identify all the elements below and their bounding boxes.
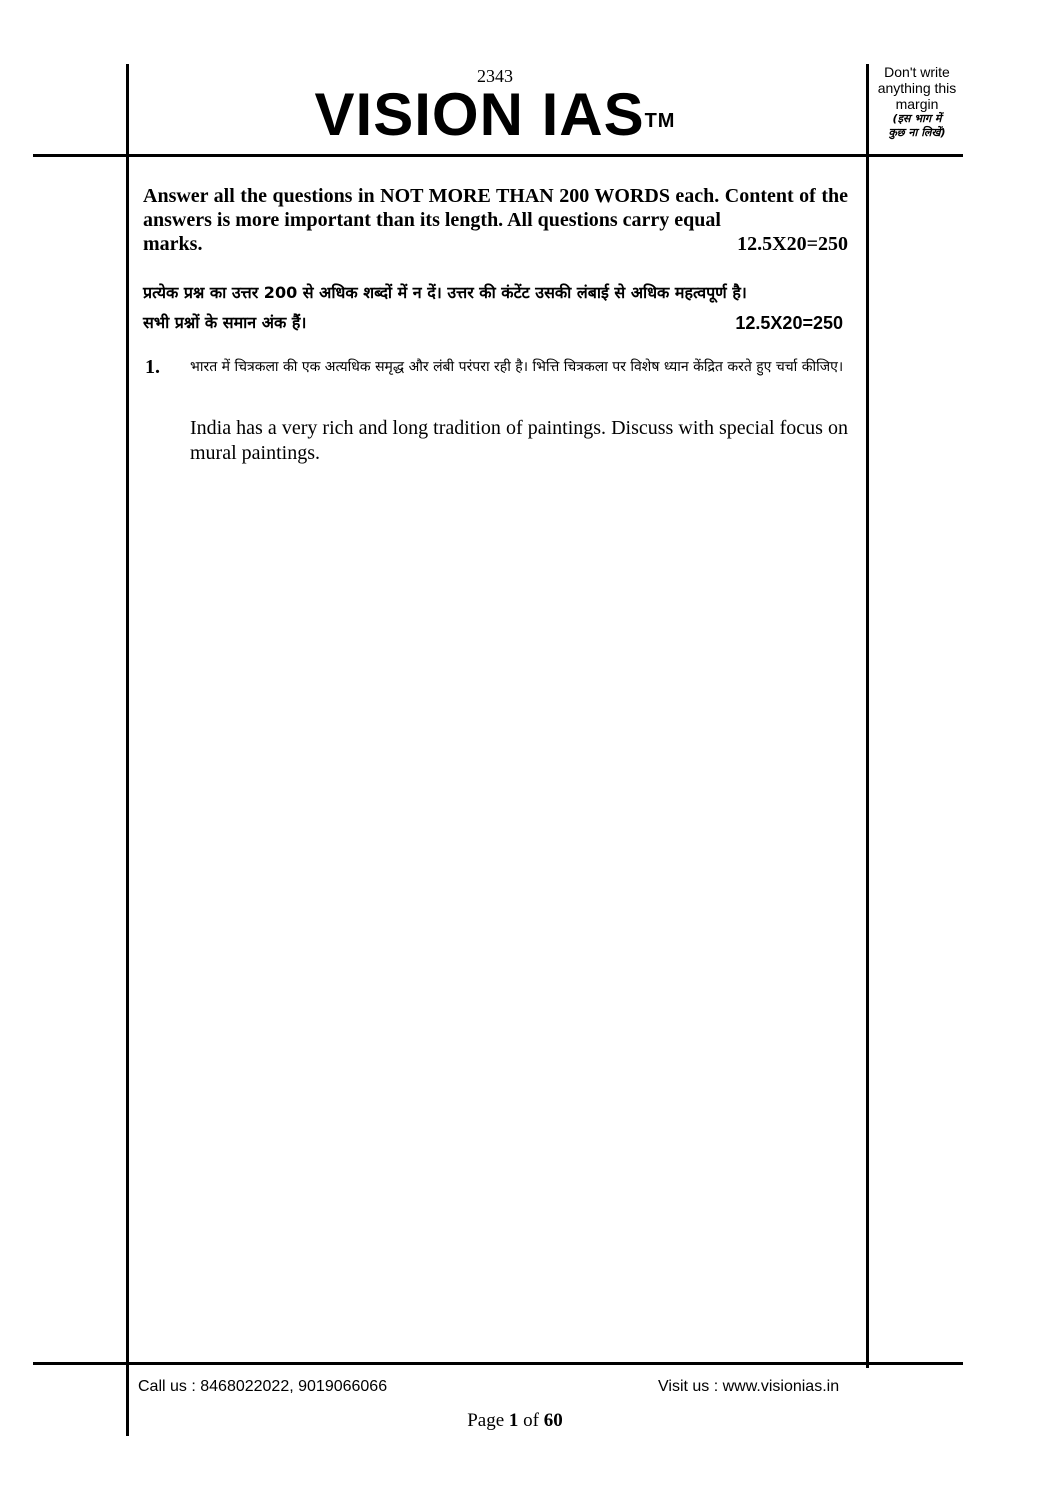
right-margin-line (866, 64, 869, 1368)
left-margin-line (126, 64, 129, 1436)
margin-note-line: anything this (877, 80, 957, 96)
instructions-english-last-word: marks. (143, 233, 203, 255)
margin-note (868, 64, 966, 140)
instructions-hindi-line1: प्रत्येक प्रश्न का उत्तर 200 से अधिक शब्दों में न दें। उत्तर की कंटेंट उसकी लंबाई से अधिक महत्वपूर्ण है। (143, 283, 747, 302)
instructions-english-marks: 12.5X20=250 (737, 233, 848, 255)
page-of: of (523, 1410, 539, 1431)
question-number: 1. (145, 356, 160, 378)
instructions-english-marks-row (143, 232, 848, 256)
page-prefix: Page (467, 1410, 505, 1431)
instructions-hindi-line2: सभी प्रश्नों के समान अंक हैं। (143, 313, 307, 332)
logo-text: VISION IAS (314, 81, 645, 148)
footer-call-us: Call us : 8468022022, 9019066066 (138, 1378, 388, 1395)
margin-note-hindi-line: कुछ ना लिखें) (888, 126, 946, 139)
margin-note-line: margin (895, 96, 939, 112)
vision-ias-logo (270, 80, 720, 150)
header-divider (33, 154, 963, 157)
page-total: 60 (543, 1410, 563, 1431)
instructions-english: Answer all the questions in NOT MORE THAN 200 WORDS each. Content of the answers is more important than its length. All questions carry equal (143, 185, 848, 231)
page-current: 1 (508, 1410, 519, 1431)
margin-note-hindi-line: (इस भाग में (892, 112, 942, 125)
trademark-symbol: TM (644, 110, 676, 132)
instructions-hindi-marks: 12.5X20=250 (735, 313, 843, 333)
page-number (400, 1410, 630, 1432)
footer-website: Visit us : www.visionias.in (658, 1378, 840, 1395)
margin-note-line: Don't write (884, 64, 950, 80)
question-english: India has a very rich and long tradition of paintings. Discuss with special focus on mural paintings. (190, 417, 848, 464)
question-hindi: भारत में चित्रकला की एक अत्यधिक समृद्ध और लंबी परंपरा रही है। भित्ति चित्रकला पर विशेष ध्यान केंद्रित करते हुए चर्चा कीजिए। (190, 359, 844, 375)
instructions-hindi-row (143, 310, 843, 336)
test-code: 2343 (477, 66, 513, 86)
footer-divider (33, 1362, 963, 1365)
